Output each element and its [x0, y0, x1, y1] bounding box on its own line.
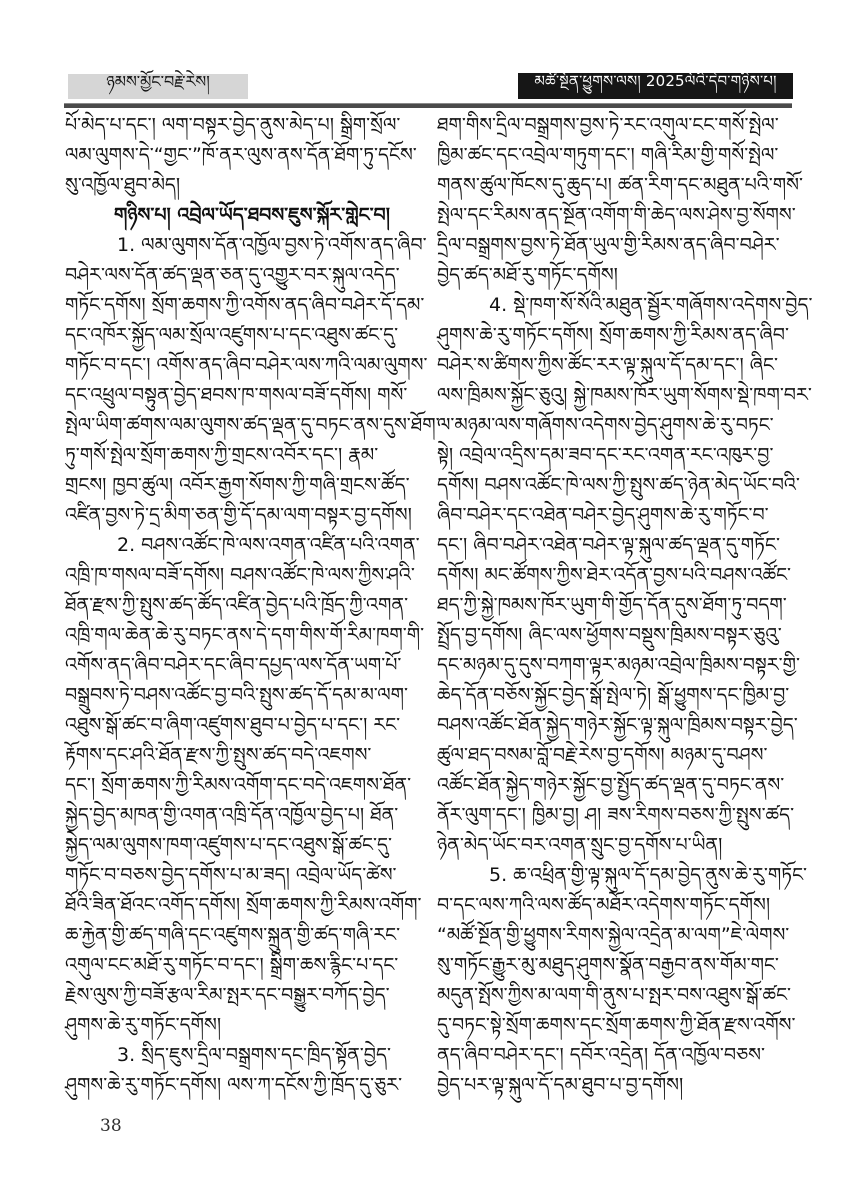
- text-line: ཆ་རྐྱེན་གྱི་ཚད་གཞི་དང་འཛུགས་སྐྲུན་གྱི་ཚད་གཞི་རང་: [65, 924, 401, 946]
- text-line: ཉེན་མེད་ཡོང་བར་འགན་སྲུང་བྱ་དགོས་པ་ཡིན།: [437, 834, 723, 856]
- section-header-label: ཉམས་མྱོང་བརྗེ་རེས།: [106, 72, 210, 91]
- journal-banner-label: མཚོ་སྔོན་ཕྱུགས་ལས། 2025ལོའི་དེབ་གཉིས་པ།: [534, 72, 777, 90]
- section-header-box: [68, 74, 248, 99]
- text-line: བྱེད་པར་ལྟ་སྐུལ་དོ་དམ་ཐུབ་པ་བྱ་དགོས།: [437, 1074, 684, 1096]
- text-line: ཐོན་རྫས་ཀྱི་སྤུས་ཚད་ཚོད་འཛིན་བྱེད་པའི་ཁྲོད་ཀྱི་འགན་: [65, 594, 409, 616]
- text-line: སྐྱེད་ལམ་ལུགས་ཁག་འཛུགས་པ་དང་འཐུས་སྒོ་ཚང་དུ་: [65, 834, 392, 856]
- text-line: འཁྲི་གལ་ཆེན་ཆེ་རུ་བཏང་ནས་དེ་དག་གིས་གོ་རིམ་ཁག་གི་: [65, 624, 425, 646]
- text-line: ལ་མཉམ་ལས་གཞོགས་འདེགས་བྱེད་ཤུགས་ཆེ་རུ་བཏང་: [437, 414, 774, 436]
- text-line: འཚོང་ཐོན་སྐྱེད་གཉེར་སྐྱོང་བྱ་སྤྱོད་ཚད་ལྡན་དུ་བཏང་ནས་: [437, 774, 785, 796]
- text-line: 1. ལམ་ལུགས་དོན་འཁྱོལ་བྱས་ཏེ་འགོས་ནད་ཞིབ་: [117, 234, 427, 256]
- text-line: 5. ཆ་འཕྲིན་གྱི་ལྟ་སྐུལ་དོ་དམ་བྱེད་ནུས་ཆེ་རུ་གཏོང་: [489, 864, 808, 886]
- text-line: བཤེར་ལས་དོན་ཚད་ལྡན་ཅན་དུ་འགྱུར་བར་སྐུལ་འདེད་: [65, 264, 400, 286]
- text-line: དང་། ཞིབ་བཤེར་འཐེན་བཤེར་ལྟ་སྐུལ་ཚད་ལྡན་དུ་གཏོང་: [437, 534, 780, 556]
- header-rule: [64, 103, 792, 108]
- text-line: ཆེད་དོན་བཅོས་སྐྱོང་བྱེད་སྒོ་སྤེལ་ཏེ། སྒོ་ཕྱུགས་དང་ཁྱིམ་བྱ་: [437, 684, 790, 706]
- text-line: བསྒྲུབས་ཏེ་བཤས་འཚོང་བྱ་བའི་སྤུས་ཚད་དོ་དམ་མ་ལག་: [65, 684, 408, 706]
- page-number: 38: [100, 1116, 122, 1136]
- text-line: སུ་གཏོང་རྒྱུར་མུ་མཐུད་ཤུགས་སྣོན་བརྒྱབ་ནས་གོམ་གང་: [437, 954, 779, 976]
- text-line: ཏུ་གསོ་སྤེལ་སྲོག་ཆགས་ཀྱི་གྲངས་འབོར་དང་། རྣམ་: [65, 444, 379, 466]
- text-line: 2. བཤས་འཚོང་ཁེ་ལས་འགན་འཛིན་པའི་འགན་: [117, 534, 420, 556]
- journal-banner-box: [518, 73, 793, 99]
- text-line: འཐུས་སྒོ་ཚང་བ་ཞིག་འཛུགས་ཐུབ་པ་བྱེད་པ་དང་། རང་: [65, 714, 401, 736]
- text-line: ཤུགས་ཆེ་རུ་གཏོང་དགོས། ལས་ཀ་དངོས་ཀྱི་ཁྲོད་དུ་ཅུར་: [65, 1074, 403, 1096]
- text-line: ནད་ཞིབ་བཤེར་དང་། དབོར་འདྲེན། དོན་འཁྱོལ་བཅས་: [437, 1044, 765, 1066]
- text-line: གཏོང་དགོས། སྲོག་ཆགས་ཀྱི་འགོས་ནད་ཞིབ་བཤེར་དོ་དམ་: [65, 294, 425, 316]
- text-line: པོ་མེད་པ་དང་། ལག་བསྟར་བྱེད་ནུས་མེད་པ། སྒྲིག་སྲོལ་: [65, 114, 401, 136]
- text-line: གཏོང་བ་བཅས་བྱེད་དགོས་པ་མ་ཟད། འབྲེལ་ཡོད་ཚེས་: [65, 864, 397, 886]
- text-line: དང་། སྲོག་ཆགས་ཀྱི་རིམས་འགོག་དང་བདེ་འཇགས་ཐོན་: [65, 774, 412, 796]
- text-line: སྤེལ་དང་རིམས་ནད་སྔོན་འགོག་གི་ཆེད་ལས་ཤེས་བྱ་སོགས་: [437, 204, 796, 226]
- text-line: ཞིབ་བཤེར་དང་འཐེན་བཤེར་བྱེད་ཤུགས་ཆེ་རུ་གཏོང་བ་: [437, 504, 769, 526]
- text-line: དྲིལ་བསྒྲགས་བྱས་ཏེ་ཐོན་ཡུལ་གྱི་རིམས་ནད་ཞིབ་བཤེར་: [437, 234, 780, 256]
- text-line: འགོས་ནད་ཞིབ་བཤེར་དང་ཞིབ་དཔྱད་ལས་དོན་ཡག་པོ་: [65, 654, 402, 676]
- text-line: སུ་འཁྱོལ་ཐུབ་མེད།: [65, 174, 181, 196]
- text-line: ཤུགས་ཆེ་རུ་གཏོང་དགོས། སྲོག་ཆགས་ཀྱི་རིམས་ནད་ཞིབ་: [437, 324, 789, 346]
- text-line: གནས་ཚུལ་ཁོངས་དུ་ཆུད་པ། ཚན་རིག་དང་མཐུན་པའི་གསོ་: [437, 174, 803, 196]
- text-line: འགུལ་ངང་མཐོ་རུ་གཏོང་བ་དང་། སྒྲིག་ཆས་རྙིང་པ་དང་: [65, 954, 399, 976]
- text-line: ཁྱིམ་ཚང་དང་འབྲེལ་གཏུག་དང་། གཞི་རིམ་གྱི་གསོ་སྤེལ་: [437, 144, 779, 166]
- text-line: སྐྱེད་བྱེད་མཁན་གྱི་འགན་འཁྲི་དོན་འཁྱོལ་བྱེད་པ། ཐོན་: [65, 804, 399, 826]
- text-line: འཁྲི་ཁ་གསལ་བཟོ་དགོས། བཤས་འཚོང་ཁེ་ལས་ཀྱིས་ཤའི་: [65, 564, 415, 586]
- subheading-line: གཉིས་པ། འབྲེལ་ཡོད་ཐབས་ཇུས་སྐོར་གླེང་བ།: [114, 204, 390, 226]
- text-line: སྤྲོད་བྱ་དགོས། ཞིང་ལས་ཕྱོགས་བསྡུས་ཁྲིམས་བསྟར་ཅུའུ་: [437, 624, 782, 646]
- body-column-left: [65, 110, 440, 1100]
- text-line: ཤུགས་ཆེ་རུ་གཏོང་དགོས།: [65, 1014, 222, 1036]
- text-line: མདུན་སྤོས་ཀྱིས་མ་ལག་གི་ནུས་པ་སྤར་བས་འཐུས་སྒོ་ཚང་: [437, 984, 792, 1006]
- text-line: དགོས། བཤས་འཚོང་ཁེ་ལས་ཀྱི་སྤུས་ཚད་ཉེན་མེད་ཡོང་བའི་: [437, 474, 800, 496]
- text-line: དགོས། མང་ཚོགས་ཀྱིས་ཐེར་འདོན་བྱས་པའི་བཤས་འཚོང་: [437, 564, 792, 586]
- text-line: 4. སྡེ་ཁག་སོ་སོའི་མཐུན་སྦྱོར་གཞོགས་འདེགས་བྱེད་: [489, 294, 813, 316]
- text-line: གྲངས། ཁྱབ་ཚུལ། འབོར་རྒྱག་སོགས་ཀྱི་གཞི་གྲངས་ཚོད་: [65, 474, 410, 496]
- text-line: ཚུལ་ཐད་བསམ་བློ་བརྗེ་རེས་བྱ་དགོས། མཉམ་དུ་བཤས་: [437, 744, 768, 766]
- text-line: དང་མཉམ་དུ་དུས་བཀག་ལྟར་མཉམ་འབྲེལ་ཁྲིམས་བསྟར་གྱི་: [437, 654, 800, 676]
- text-line: 3. སྲིད་ཇུས་དྲིལ་བསྒྲགས་དང་ཁྲིད་སྟོན་བྱེད་: [117, 1044, 391, 1066]
- text-line: སྤེལ་ཡིག་ཚགས་ལམ་ལུགས་ཚད་ལྡན་དུ་བཏང་ནས་དུས་ཐོག་: [65, 414, 440, 436]
- text-line: ལམ་ལུགས་དེ་“གྱང་”ཁོ་ནར་ལུས་ནས་དོན་ཐོག་ཏུ་དངོས་: [65, 144, 417, 166]
- text-line: དུ་བཏང་སྟེ་སྲོག་ཆགས་དང་སྲོག་ཆགས་ཀྱི་ཐོན་རྫས་འགོས་: [437, 1014, 796, 1036]
- text-line: རྟོགས་དང་ཤའི་ཐོན་རྫས་ཀྱི་སྤུས་ཚད་བདེ་འཇགས་: [65, 744, 372, 766]
- text-line: བྱེད་ཚད་མཐོ་རུ་གཏོང་དགོས།: [437, 264, 618, 286]
- text-line: འཛིན་བྱས་ཏེ་དྲ་མིག་ཅན་གྱི་དོ་དམ་ལག་བསྟར་བྱ་དགོས།: [65, 504, 412, 526]
- text-line: ཐག་གིས་དྲིལ་བསྒྲགས་བྱས་ཏེ་རང་འགུལ་ངང་གསོ་སྤེལ་: [437, 114, 779, 136]
- text-line: རྗེས་ལུས་ཀྱི་བཟོ་རྩལ་རིམ་སྤར་དང་བསྒྱུར་བཀོད་བྱེད་: [65, 984, 390, 1006]
- text-line: སྟེ། འབྲེལ་འདྲིས་དམ་ཟབ་དང་རང་འགན་རང་འཁུར་བྱ་: [437, 444, 774, 466]
- text-line: ཐོའི་ཟིན་ཐོའང་འགོད་དགོས། སྲོག་ཆགས་ཀྱི་རིམས་འགོག་: [65, 894, 422, 916]
- text-line: “མཚོ་སྔོན་གྱི་ཕྱུགས་རིགས་སྐྱེལ་འདྲེན་མ་ལག”ཇེ་ལེགས་: [437, 924, 790, 946]
- text-line: དང་འཕྲུལ་བསྟུན་བྱེད་ཐབས་ཁ་གསལ་བཟོ་དགོས། གསོ་: [65, 384, 408, 406]
- text-line: ལས་ཁྲིམས་སྐྱོང་ཅུའུ། སྐྱེ་ཁམས་ཁོར་ཡུག་སོགས་སྡེ་ཁག་བར་: [437, 384, 812, 406]
- body-column-right: [437, 110, 813, 1100]
- text-line: བཤས་འཚོང་ཐོན་སྐྱེད་གཉེར་སྐྱོང་ལྟ་སྐུལ་ཁྲིམས་བསྟར་བྱེད་: [437, 714, 798, 736]
- text-line: ཐད་ཀྱི་སྐྱེ་ཁམས་ཁོར་ཡུག་གི་གྱོད་དོན་དུས་ཐོག་ཏུ་བདག་: [437, 594, 787, 616]
- text-line: དང་འཁོར་སྐྱོད་ལམ་སྲོལ་འཛུགས་པ་དང་འཐུས་ཚང་དུ་: [65, 324, 399, 346]
- text-line: བཤེར་ས་ཚིགས་ཀྱིས་ཚོང་རར་ལྟ་སྐུལ་དོ་དམ་དང་། ཞིང་: [437, 354, 778, 376]
- text-line: གཏོང་བ་དང་། འགོས་ནད་ཞིབ་བཤེར་ལས་ཀའི་ལམ་ལུགས་: [65, 354, 428, 376]
- text-line: ནོར་ལུག་དང་། ཁྱིམ་བྱ། ཤ། ཟས་རིགས་བཅས་ཀྱི་སྤུས་ཚད་: [437, 804, 795, 826]
- text-line: བ་དང་ལས་ཀའི་ལས་ཚོད་མཐོར་འདེགས་གཏོང་དགོས།: [437, 894, 771, 916]
